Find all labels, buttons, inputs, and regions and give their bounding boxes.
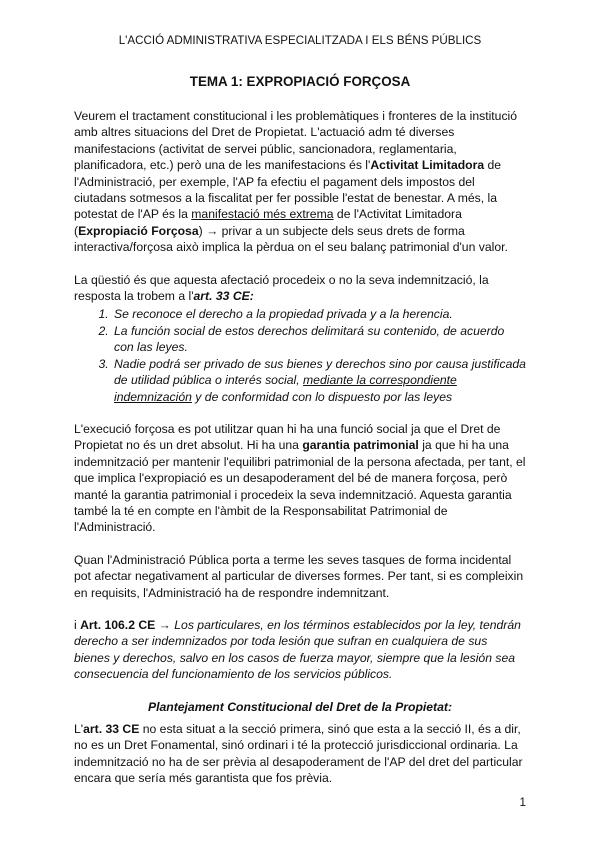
term-manifestacio-extrema: manifestació més extrema	[191, 207, 334, 222]
paragraph-intro: Veurem el tractament constitucional i les problemàtiques i fronteres de la institució amb altres situacions del Dret de Propietat. L'actuació adm té diverses manifestacions (activitat de servei públic, sancionadora, reglamentaria, planificadora, etc.) però una de les manifestacions és l'Activitat Limitadora de l'Administració, per exemple, l'AP fa efectiu el pagament dels impostos del ciutadans sotmesos a la fiscalitat per fer possible l'estat de benestar. A més, la potestat de l'AP és la manifestació més extrema de l'Activitat Limitadora (Expropiació Forçosa) → privar a un subjecte dels seus drets de forma interactiva/forçosa això implica la pèrdua on el seu balanç patrimonial d'un valor.	[74, 109, 518, 255]
section-subheading: Plantejament Constitucional del Dret de la Propietat:	[147, 699, 453, 714]
paragraph-question: La qüestió és que aquesta afectació procedeix o no la seva indemnització, la resposta la trobem a l'art. 33 CE:	[74, 272, 489, 304]
paragraph-plantejament: L'art. 33 CE no esta situat a la secció primera, sinó que esta a la secció II, és a dir, no es un Dret Fonamental, sinó ordinari i té la protecció jurisdiccional ordinaria. La indemnització no ha de ser prèvia al desapoderament de l'AP del dret del particular encara que sería més garantista que fos prèvia.	[74, 722, 523, 786]
term-expropiacio-forcosa: Expropiació Forçosa	[78, 223, 199, 238]
paragraph-art-106: i Art. 106.2 CE → Los particulares, en los términos establecidos por la ley, tendrán derecho a ser indemnizados por toda lesión que sufran en cualquiera de sus bienes y derechos, salvo en los casos de fuerza mayor, siempre que la lesión sea consecuencia del funcionamiento de los servicios públicos.	[74, 617, 521, 682]
list-item: 2. La función social de estos derechos delimitará su contenido, de acuerdo con las leyes.	[112, 323, 526, 356]
running-header: L'ACCIÓ ADMINISTRATIVA ESPECIALITZADA I ELS BÉNS PÚBLICS	[118, 34, 482, 47]
document-body	[74, 108, 526, 803]
list-item: 1. Se reconoce el derecho a la propiedad privada y a la herencia.	[112, 306, 526, 322]
term-garantia-patrimonial: garantia patrimonial	[302, 438, 419, 453]
paragraph-execucio: L'execució forçosa es pot utilitzar quan hi ha una funció social ja que el Dret de Propietat no és un dret absolut. Hi ha una garantia patrimonial ja que hi ha una indemnització per mantenir l'equilibri patrimonial de la persona afectada, per tant, el que implica l'expropiació es un desapoderament del bé de manera forçosa, però manté la garantia patrimonial i procedeix la seva indemnització. Aquesta garantia també la té en compte en l'àmbit de la Responsabilitat Patrimonial de l'Administració.	[74, 421, 526, 535]
page-number: 1	[519, 796, 526, 809]
ref-art-106-2: Art. 106.2 CE	[80, 617, 156, 632]
page-title: TEMA 1: EXPROPIACIÓ FORÇOSA	[189, 74, 411, 89]
list-item: 3. Nadie podrá ser privado de sus bienes y derechos sino por causa justificada de utilidad pública o interés social, mediante la correspondiente indemnización y de conformidad con lo dispuesto por las leyes	[112, 356, 526, 405]
paragraph-administracio: Quan l'Administració Pública porta a terme les seves tasques de forma incidental pot afectar negativament al particular de diverses formes. Per tant, si es compleixin en requisits, l'Administració ha de respondre indemnitzant.	[74, 552, 524, 600]
term-indemnizacion: mediante la correspondiente indemnización	[114, 373, 457, 404]
article-33-list	[74, 306, 526, 404]
ref-art-33: art. 33 CE:	[193, 289, 254, 304]
ref-art-33-ce: art. 33 CE	[83, 722, 140, 736]
term-activitat-limitadora: Activitat Limitadora	[370, 158, 485, 173]
